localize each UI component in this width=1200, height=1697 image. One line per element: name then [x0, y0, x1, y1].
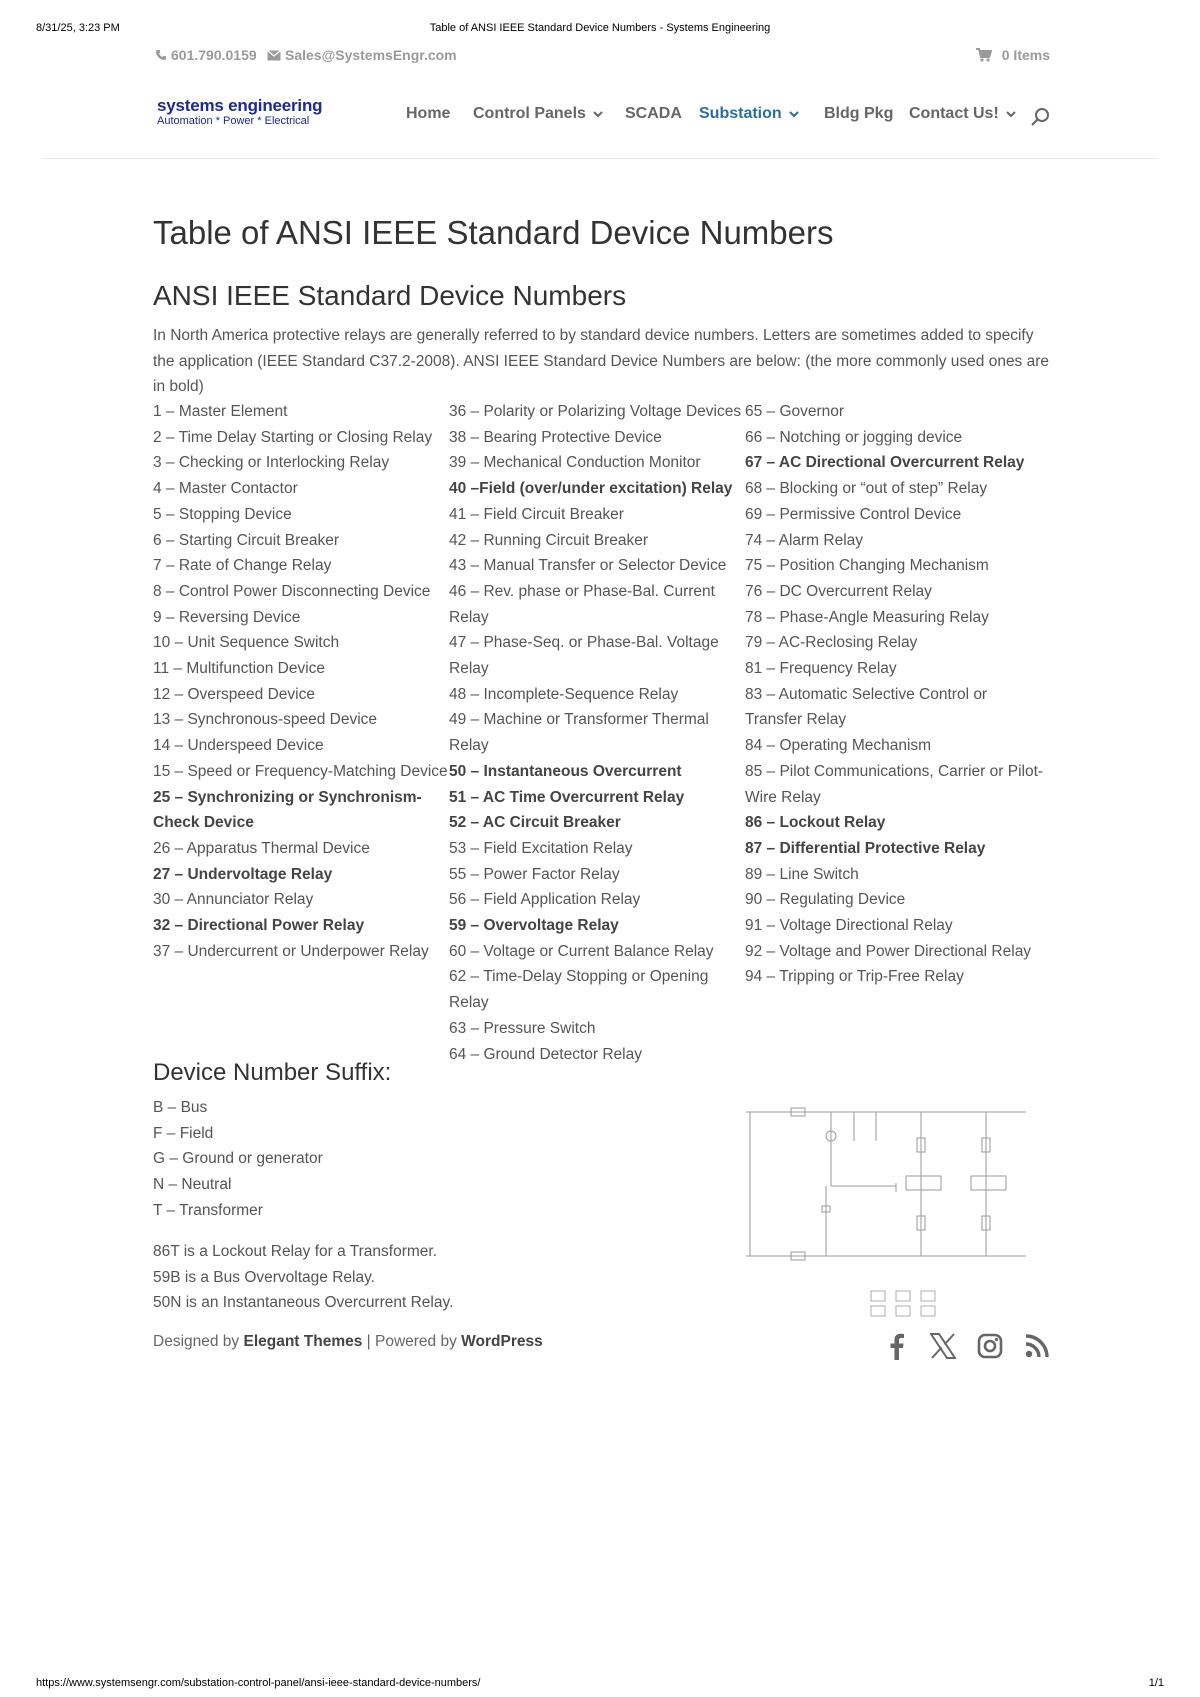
device-entry: 87 – Differential Protective Relay [745, 839, 986, 857]
print-footer [36, 1677, 1164, 1691]
wordpress-link[interactable]: WordPress [461, 1333, 543, 1350]
device-entry: 8 – Control Power Disconnecting Device [153, 582, 431, 600]
section-title: ANSI IEEE Standard Device Numbers [153, 280, 627, 311]
device-entry: 30 – Annunciator Relay [153, 891, 314, 909]
powered-by-prefix: | Powered by [362, 1333, 462, 1350]
facebook-link[interactable] [880, 1330, 912, 1362]
suffix-list [153, 1095, 323, 1224]
device-entry: 92 – Voltage and Power Directional Relay [745, 942, 1032, 960]
suffix-item: G – Ground or generator [153, 1150, 323, 1168]
designed-by-prefix: Designed by [153, 1333, 244, 1350]
suffix-item: N – Neutral [153, 1176, 232, 1194]
device-entry: 63 – Pressure Switch [449, 1019, 596, 1037]
rss-link[interactable] [1021, 1330, 1053, 1362]
nav-bldg-pkg[interactable] [824, 105, 893, 123]
device-entry: 26 – Apparatus Thermal Device [153, 839, 370, 857]
device-entry: 40 –Field (over/under excitation) Relay [449, 480, 733, 498]
intro-paragraph: In North America protective relays are generally referred to by standard device numbers. Letters are sometimes added to specify the application (IEEE Standard C37.2-2008). ANSI IEEE Standard Device Numbers are below: (the more commonly used ones are in bold) [153, 327, 1050, 396]
phone-text: 601.790.0159 [171, 47, 257, 63]
device-entry: 39 – Mechanical Conduction Monitor [449, 454, 701, 472]
nav-control-panels[interactable] [473, 105, 603, 123]
nav-control-panels-label: Control Panels [473, 105, 586, 122]
search-icon [1030, 107, 1050, 127]
device-entry: 52 – AC Circuit Breaker [449, 814, 621, 832]
elegant-themes-link[interactable]: Elegant Themes [243, 1333, 363, 1350]
device-entry: 47 – Phase-Seq. or Phase-Bal. Voltage Relay [449, 634, 719, 678]
device-entry: 25 – Synchronizing or Synchronism-Check Device [153, 788, 422, 832]
logo-line-2: Automation * Power * Electrical [157, 115, 310, 127]
x-link[interactable] [927, 1330, 959, 1362]
device-entry: 50 – Instantaneous Overcurrent [449, 762, 682, 780]
device-entry: 81 – Frequency Relay [745, 660, 897, 678]
logo-line-1: systems engineering [157, 96, 323, 115]
search-button[interactable] [1030, 107, 1050, 132]
device-entry: 13 – Synchronous-speed Device [153, 711, 378, 729]
device-entry: 11 – Multifunction Device [153, 660, 326, 678]
device-entry: 9 – Reversing Device [153, 608, 301, 626]
cart-link[interactable] [976, 47, 1050, 63]
device-entry: 90 – Regulating Device [745, 891, 906, 909]
suffix-examples [153, 1239, 453, 1316]
device-entry: 91 – Voltage Directional Relay [745, 917, 953, 935]
device-entry: 76 – DC Overcurrent Relay [745, 582, 932, 600]
device-entry: 64 – Ground Detector Relay [449, 1045, 642, 1063]
device-entry: 56 – Field Application Relay [449, 891, 641, 909]
device-entry: 69 – Permissive Control Device [745, 505, 962, 523]
email-link[interactable] [267, 47, 457, 63]
cart-icon [976, 48, 992, 62]
nav-bldg-pkg-label: Bldg Pkg [824, 105, 894, 122]
device-entry: 12 – Overspeed Device [153, 685, 315, 703]
x-icon [930, 1333, 956, 1359]
device-entry: 60 – Voltage or Current Balance Relay [449, 942, 714, 960]
device-entry: 84 – Operating Mechanism [745, 737, 932, 755]
footer-credits [153, 1333, 543, 1351]
device-entry: 46 – Rev. phase or Phase-Bal. Current Relay [449, 582, 715, 626]
device-entry: 48 – Incomplete-Sequence Relay [449, 685, 679, 703]
suffix-item: F – Field [153, 1124, 214, 1142]
device-entry: 5 – Stopping Device [153, 505, 292, 523]
email-text: Sales@SystemsEngr.com [285, 47, 457, 63]
device-entry: 37 – Undercurrent or Underpower Relay [153, 942, 429, 960]
rss-icon [1024, 1333, 1050, 1359]
instagram-icon [977, 1333, 1003, 1359]
device-entry: 4 – Master Contactor [153, 480, 298, 498]
main-content [153, 213, 1053, 1312]
device-entry: 2 – Time Delay Starting or Closing Relay [153, 428, 433, 446]
device-entry: 1 – Master Element [153, 403, 288, 420]
device-entry: 42 – Running Circuit Breaker [449, 531, 649, 549]
nav-home[interactable] [406, 105, 450, 123]
nav-home-label: Home [406, 105, 451, 122]
nav-substation[interactable] [699, 105, 799, 123]
print-timestamp: 8/31/25, 3:23 PM [36, 22, 120, 34]
device-entry: 66 – Notching or jogging device [745, 428, 963, 446]
phone-link[interactable] [155, 47, 257, 63]
social-links [880, 1330, 1068, 1362]
device-entry: 89 – Line Switch [745, 865, 859, 883]
cart-count: 0 Items [1001, 47, 1050, 63]
suffix-item: T – Transformer [153, 1201, 263, 1219]
device-entry: 36 – Polarity or Polarizing Voltage Devices [449, 403, 742, 420]
chevron-down-icon [1006, 111, 1016, 118]
suffix-example: 86T is a Lockout Relay for a Transformer. [153, 1243, 438, 1260]
page-title: Table of ANSI IEEE Standard Device Numbers [153, 214, 834, 251]
device-entry: 74 – Alarm Relay [745, 531, 864, 549]
device-entry: 94 – Tripping or Trip-Free Relay [745, 968, 964, 986]
print-page-number: 1/1 [1148, 1677, 1164, 1689]
suffix-example: 59B is a Bus Overvoltage Relay. [153, 1268, 375, 1286]
device-entry: 83 – Automatic Selective Control or Transfer Relay [745, 685, 988, 729]
site-logo[interactable] [157, 97, 332, 128]
suffix-item: B – Bus [153, 1099, 208, 1116]
device-column-3 [745, 399, 1045, 990]
envelope-icon [267, 50, 281, 61]
nav-scada-label: SCADA [625, 105, 682, 122]
device-entry: 7 – Rate of Change Relay [153, 557, 332, 575]
nav-contact-us-label: Contact Us! [909, 105, 999, 122]
print-url: https://www.systemsengr.com/substation-control-panel/ansi-ieee-standard-device-numbers/ [36, 1677, 481, 1689]
chevron-down-icon [789, 111, 799, 118]
device-entry: 41 – Field Circuit Breaker [449, 505, 624, 523]
device-entry: 14 – Underspeed Device [153, 737, 324, 755]
chevron-down-icon [593, 111, 603, 118]
relay-schematic-image [736, 1096, 1036, 1341]
device-entry: 43 – Manual Transfer or Selector Device [449, 557, 727, 575]
device-entry: 79 – AC-Reclosing Relay [745, 634, 918, 652]
device-column-1 [153, 399, 449, 964]
device-entry: 68 – Blocking or “out of step” Relay [745, 480, 988, 498]
top-bar [155, 47, 1050, 67]
device-entry: 3 – Checking or Interlocking Relay [153, 454, 390, 472]
nav-scada[interactable] [625, 105, 682, 123]
device-entry: 85 – Pilot Communications, Carrier or Pilot-Wire Relay [745, 762, 1044, 806]
device-entry: 10 – Unit Sequence Switch [153, 634, 340, 652]
device-entry: 27 – Undervoltage Relay [153, 865, 333, 883]
print-page-title: Table of ANSI IEEE Standard Device Numbers - Systems Engineering [429, 22, 771, 34]
device-entry: 49 – Machine or Transformer Thermal Relay [449, 711, 709, 755]
device-entry: 6 – Starting Circuit Breaker [153, 531, 340, 549]
device-entry: 65 – Governor [745, 403, 845, 420]
header-divider [42, 158, 1158, 159]
phone-icon [155, 49, 167, 61]
device-entry: 38 – Bearing Protective Device [449, 428, 662, 446]
device-entry: 78 – Phase-Angle Measuring Relay [745, 608, 989, 626]
device-entry: 51 – AC Time Overcurrent Relay [449, 788, 685, 806]
device-entry: 75 – Position Changing Mechanism [745, 557, 989, 575]
nav-substation-label: Substation [699, 105, 782, 122]
device-entry: 67 – AC Directional Overcurrent Relay [745, 454, 1025, 472]
device-entry: 55 – Power Factor Relay [449, 865, 620, 883]
device-entry: 32 – Directional Power Relay [153, 917, 365, 935]
print-header [36, 22, 1164, 36]
device-entry: 86 – Lockout Relay [745, 814, 886, 832]
device-entry: 53 – Field Excitation Relay [449, 839, 633, 857]
device-entry: 15 – Speed or Frequency-Matching Device [153, 762, 448, 780]
facebook-icon [887, 1332, 905, 1360]
device-entry: 59 – Overvoltage Relay [449, 917, 619, 935]
nav-contact-us[interactable] [909, 105, 1016, 123]
suffix-title: Device Number Suffix: [153, 1059, 392, 1086]
device-column-2 [449, 399, 745, 1067]
suffix-example: 50N is an Instantaneous Overcurrent Relay. [153, 1294, 454, 1312]
instagram-link[interactable] [974, 1330, 1006, 1362]
device-entry: 62 – Time-Delay Stopping or Opening Relay [449, 968, 709, 1012]
